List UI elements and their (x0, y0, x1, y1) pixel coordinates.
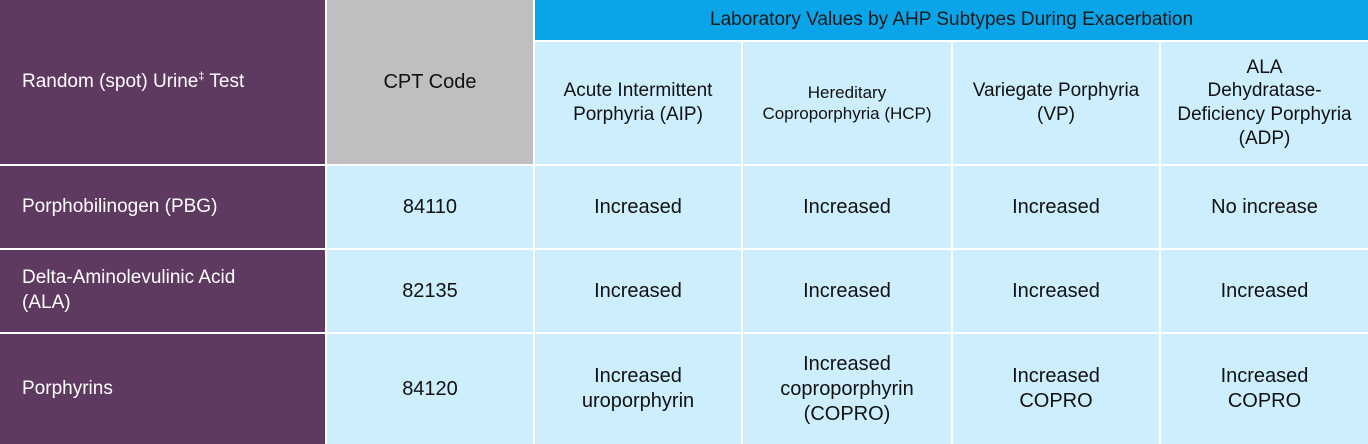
value-vp: Increased (953, 250, 1161, 334)
value-vp: Increased COPRO (953, 334, 1161, 444)
value-adp: Increased COPRO (1161, 334, 1368, 444)
row-test-label: Delta-Aminolevulinic Acid (ALA) (0, 250, 327, 334)
row-cpt-code: 84120 (327, 334, 535, 444)
table-row-pbg (0, 166, 1368, 250)
test-header-suffix: Test (204, 70, 245, 92)
value-hcp: Increased (743, 166, 953, 250)
test-header-label: Random (spot) Urine (22, 70, 199, 92)
double-dagger-footnote-mark: ‡ (198, 70, 205, 83)
subtype-header-adp: ALA Dehydratase- Deficiency Porphyria (ADP) (1161, 42, 1368, 166)
value-aip: Increased (535, 250, 743, 334)
subtype-header-hcp: Hereditary Coproporphyria (HCP) (743, 42, 953, 166)
value-adp: Increased (1161, 250, 1368, 334)
subtype-header-aip: Acute Intermittent Porphyria (AIP) (535, 42, 743, 166)
test-column-header (0, 0, 327, 166)
value-hcp: Increased coproporphyrin (COPRO) (743, 334, 953, 444)
subtype-header-vp: Variegate Porphyria (VP) (953, 42, 1161, 166)
row-cpt-code: 84110 (327, 166, 535, 250)
table-row-porphyrins (0, 334, 1368, 444)
cpt-code-column-header: CPT Code (327, 0, 535, 166)
value-hcp: Increased (743, 250, 953, 334)
value-vp: Increased (953, 166, 1161, 250)
row-test-label: Porphyrins (0, 334, 327, 444)
value-aip: Increased uroporphyrin (535, 334, 743, 444)
value-adp: No increase (1161, 166, 1368, 250)
value-aip: Increased (535, 166, 743, 250)
subtypes-group-header: Laboratory Values by AHP Subtypes During Exacerbation (535, 0, 1368, 42)
table-row-ala (0, 250, 1368, 334)
row-test-label: Porphobilinogen (PBG) (0, 166, 327, 250)
row-cpt-code: 82135 (327, 250, 535, 334)
